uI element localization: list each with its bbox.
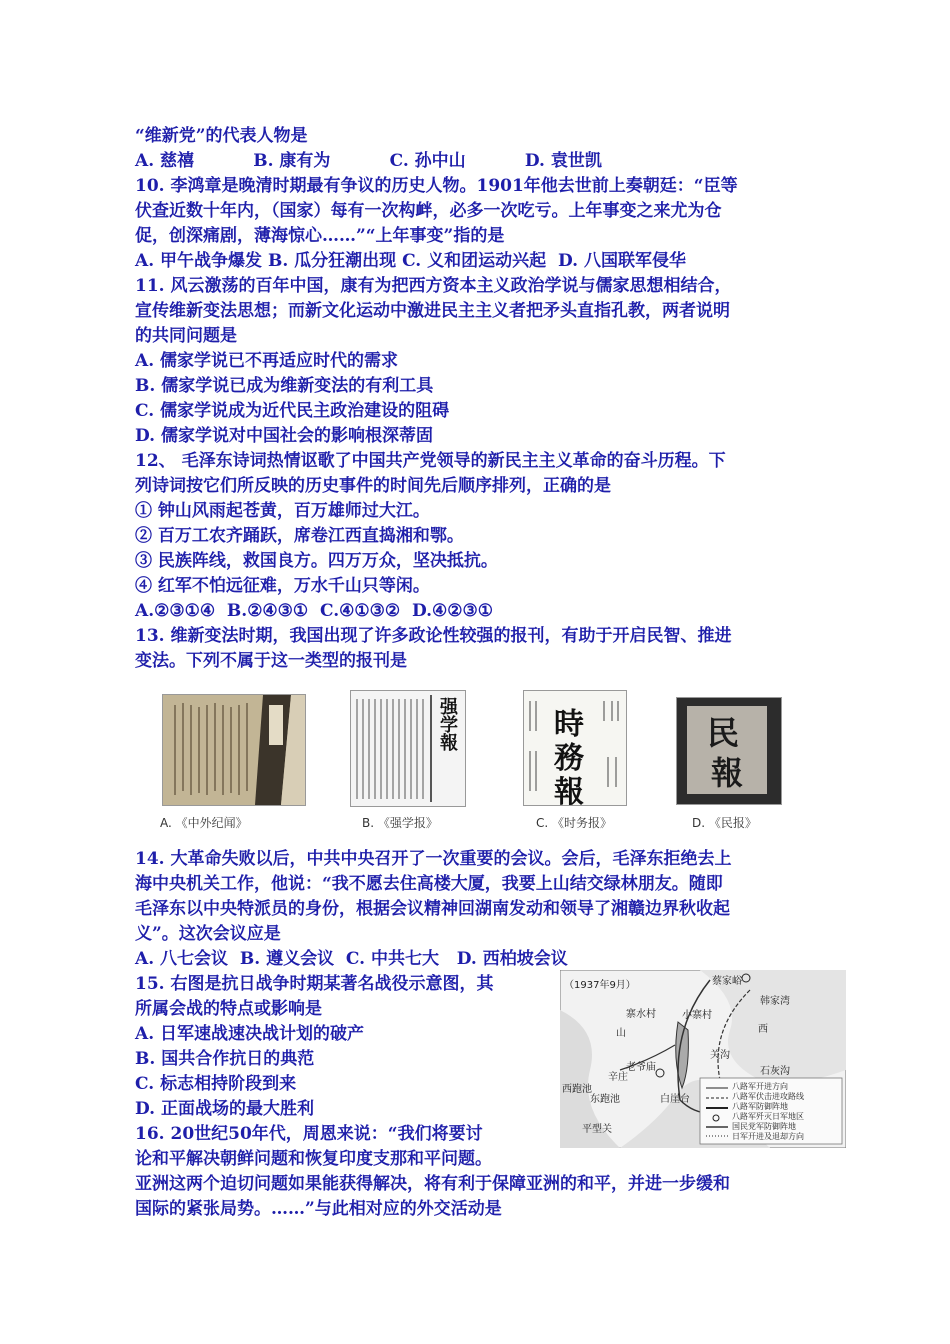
text-line: 15. 右图是抗日战争时期某著名战役示意图，其 [135,974,494,994]
text-line: ② 百万工农齐踊跃，席卷江西直捣湘和鄂。 [135,526,464,546]
text-line: 毛泽东以中央特派员的身份，根据会议精神回湖南发动和领导了湘赣边界秋收起 [135,899,730,919]
masthead-d-1: 民 [707,714,740,752]
map-date: （1937年9月） [564,980,636,991]
map-place: 老爷庙 [626,1062,656,1073]
text-line: C. 标志相持阶段到来 [135,1074,297,1094]
text-line: 宣传维新变法思想；而新文化运动中激进民主主义者把矛头直指孔教，两者说明 [135,301,730,321]
map-place: 关沟 [710,1050,730,1061]
text-line: B. 国共合作抗日的典范 [135,1049,315,1069]
text-line: A. 八七会议 B. 遵义会议 C. 中共七大 D. 西柏坡会议 [135,949,568,969]
text-line: 11. 风云激荡的百年中国，康有为把西方资本主义政治学说与儒家思想相结合， [135,276,732,296]
text-line: ① 钟山风雨起苍黄，百万雄师过大江。 [135,501,430,521]
text-line: 的共同问题是 [135,326,237,346]
map-place: 平型关 [582,1124,612,1135]
newspaper-c-image [523,690,627,806]
map-place: 东跑池 [590,1094,620,1105]
map-place: 西 [758,1024,768,1035]
map-place: 白崖台 [660,1094,690,1105]
text-line: 列诗词按它们所反映的历史事件的时间先后顺序排列，正确的是 [135,476,611,496]
battle-map [560,970,846,1148]
map-place: 西跑池 [562,1084,592,1095]
text-line: 变法。下列不属于这一类型的报刊是 [135,651,407,671]
text-line: A. 慈禧 B. 康有为 C. 孙中山 D. 袁世凯 [135,151,602,171]
text-line: 促，创深痛剧，薄海惊心……”“上年事变”指的是 [135,226,505,246]
legend-item: 八路军开进方向 [732,1082,788,1091]
text-line: 亚洲这两个迫切问题如果能获得解决，将有利于保障亚洲的和平，并进一步缓和 [135,1174,730,1194]
masthead-b: 强学報 [437,697,458,751]
newspaper-d-image [676,697,782,805]
masthead-c-3: 報 [554,775,584,806]
text-line: 伏查近数十年内，（国家）每有一次构衅，必多一次吃亏。上年事变之来尤为仓 [135,201,722,221]
legend-item: 八路军歼灭日军地区 [732,1112,804,1121]
legend-item: 日军开进及退却方向 [732,1132,804,1141]
text-line: D. 正面战场的最大胜利 [135,1099,314,1119]
map-place: 韩家湾 [760,996,790,1007]
masthead-c-2: 務 [554,741,584,776]
caption-a: A. 《中外纪闻》 [160,816,248,830]
legend-item: 国民党军防御阵地 [732,1122,796,1131]
map-place: 石灰沟 [760,1066,790,1077]
newspaper-b-image [350,690,466,807]
text-line: A. 日军速战速决战计划的破产 [135,1024,365,1044]
text-line: 所属会战的特点或影响是 [135,999,322,1019]
text-line: A. 儒家学说已不再适应时代的需求 [135,351,399,371]
text-line: 海中央机关工作，他说：“我不愿去住高楼大厦，我要上山结交绿林朋友。随即 [135,874,723,894]
masthead-c-1: 時 [554,707,584,742]
text-line: B. 儒家学说已成为维新变法的有利工具 [135,376,434,396]
text-line: 16. 20世纪50年代，周恩来说：“我们将要讨 [135,1124,483,1144]
text-line: 义”。这次会议应是 [135,924,281,944]
newspaper-a-image [162,694,306,806]
legend-item: 八路军防御阵地 [732,1102,788,1111]
legend-item: 八路军伏击进攻路线 [732,1092,804,1101]
text-line: 10. 李鸿章是晚清时期最有争议的历史人物。1901年他去世前上奏朝廷：“臣等 [135,176,738,196]
text-line: 论和平解决朝鲜问题和恢复印度支那和平问题。 [135,1149,492,1169]
text-line: ③ 民族阵线，救国良方。四万万众，坚决抵抗。 [135,551,498,571]
text-line: ④ 红军不怕远征难，万水千山只等闲。 [135,576,430,596]
text-line: A. 甲午战争爆发 B. 瓜分狂潮出现 C. 义和团运动兴起 D. 八国联军侵华 [135,251,686,271]
map-place: 寨水村 [626,1009,656,1020]
text-line: 国际的紧张局势。……”与此相对应的外交活动是 [135,1199,502,1219]
caption-c: C. 《时务报》 [536,816,613,830]
masthead-d-2: 報 [711,754,744,792]
map-place: 蔡家峪 [712,976,742,987]
map-place: 山 [616,1028,626,1039]
caption-d: D. 《民报》 [692,816,757,830]
text-line: C. 儒家学说成为近代民主政治建设的阻碍 [135,401,450,421]
text-line: “维新党”的代表人物是 [135,126,308,146]
text-line: 12、 毛泽东诗词热情讴歌了中国共产党领导的新民主主义革命的奋斗历程。下 [135,451,726,471]
map-place: 辛庄 [608,1072,628,1083]
text-line: A.②③①④ B.②④③① C.④①③② D.④②③① [135,601,493,621]
text-line: 14. 大革命失败以后，中共中央召开了一次重要的会议。会后，毛泽东拒绝去上 [135,849,732,869]
text-line: D. 儒家学说对中国社会的影响根深蒂固 [135,426,433,446]
map-place: 小寨村 [682,1010,712,1021]
text-line: 13. 维新变法时期，我国出现了许多政论性较强的报刊，有助于开启民智、推进 [135,626,732,646]
caption-b: B. 《强学报》 [362,816,438,830]
